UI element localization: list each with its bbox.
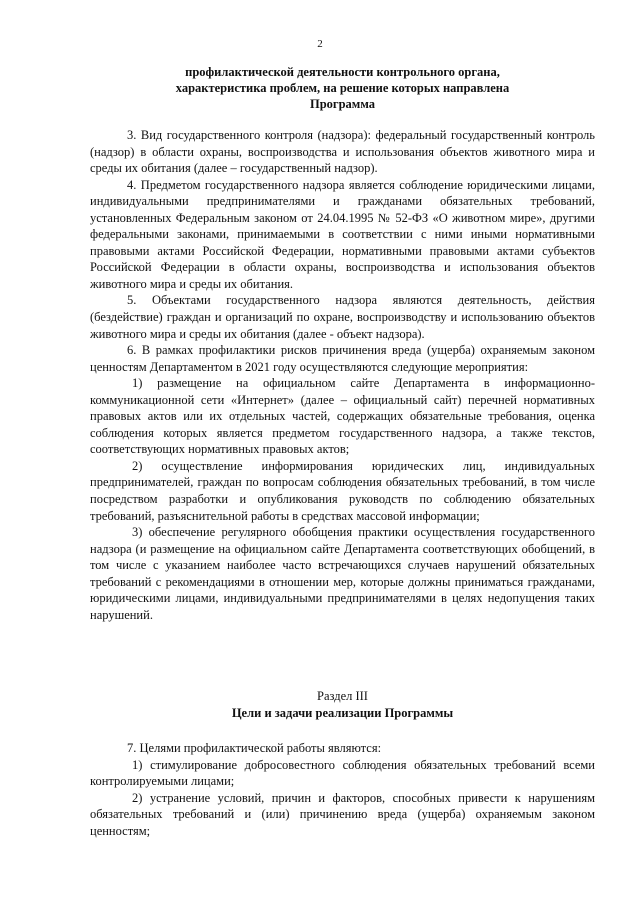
body-text-section-2 — [90, 127, 595, 623]
heading-line: Программа — [310, 97, 375, 111]
heading-line: характеристика проблем, на решение которых направлена — [175, 81, 510, 95]
paragraph-7: 7. Целями профилактической работы являются: — [127, 741, 382, 755]
page-number: 2 — [317, 38, 323, 50]
list-item: 1) размещение на официальном сайте Департамента в информационно-коммуникационной сети «Интернет» (далее – официальный сайт) перечней нормативных правовых актов или их отдельных частей, содержащих обязательные требования, оценка соблюдения которых является предметом государственного надзора, а также текстов, соответствующих нормативных правовых актов; — [90, 376, 595, 457]
heading-block — [90, 64, 595, 112]
list-item: 2) устранение условий, причин и факторов, способных привести к нарушениям обязательных требований и (или) причинению вреда (ущерба) охраняемым законом ценностям; — [90, 790, 595, 838]
section-label: Раздел III — [317, 689, 368, 703]
paragraph-6: 6. В рамках профилактики рисков причинения вреда (ущерба) охраняемым законом ценностям Департаментом в 2021 году осуществляются следующие мероприятия: — [90, 343, 595, 374]
body-text-section-3 — [90, 740, 595, 839]
paragraph-5: 5. Объектами государственного надзора являются деятельность, действия (бездействие) граждан и организаций по охране, воспроизводству и использованию объектов животного мира и среды их обитания (далее - объект надзора). — [90, 293, 595, 341]
list-item: 3) обеспечение регулярного обобщения практики осуществления государственного надзора (и размещение на официальном сайте Департамента соответствующих обобщений, в том числе с указанием наиболее часто встречающихся случаев нарушений обязательных требований с рекомендациями в отношении мер, которые должны приниматься гражданами, юридическими лицами, индивидуальными предпринимателями в целях недопущения таких нарушений. — [90, 525, 595, 622]
section-title: Цели и задачи реализации Программы — [231, 706, 454, 720]
paragraph-3: 3. Вид государственного контроля (надзора): федеральный государственный контроль (надзор) в области охраны, воспроизводства и использования объектов животного мира и среды их обитания (далее – государственный надзор). — [90, 128, 595, 176]
list-item: 2) осуществление информирования юридических лиц, индивидуальных предпринимателей, граждан по вопросам соблюдения обязательных требований, в том числе посредством разработки и опубликования руководств по соблюдению обязательных требований, разъяснительной работы в средствах массовой информации; — [90, 458, 595, 523]
paragraph-4: 4. Предметом государственного надзора является соблюдение юридическими лицами, индивидуальными предпринимателями и гражданами обязательных требований, установленных Федеральным законом от 24.04.1995 № 52-ФЗ «О животном мире», другими федеральными законами, принимаемыми в соответствии с ними иными нормативными правовыми актами Российской Федерации, нормативными правовыми актами субъектов Российской Федерации в области охраны, воспроизводства и использования объектов животного мира и среды их обитания. — [90, 177, 595, 291]
list-item: 1) стимулирование добросовестного соблюдения обязательных требований всеми контролируемыми лицами; — [90, 757, 595, 789]
heading-line: профилактической деятельности контрольного органа, — [185, 65, 500, 79]
